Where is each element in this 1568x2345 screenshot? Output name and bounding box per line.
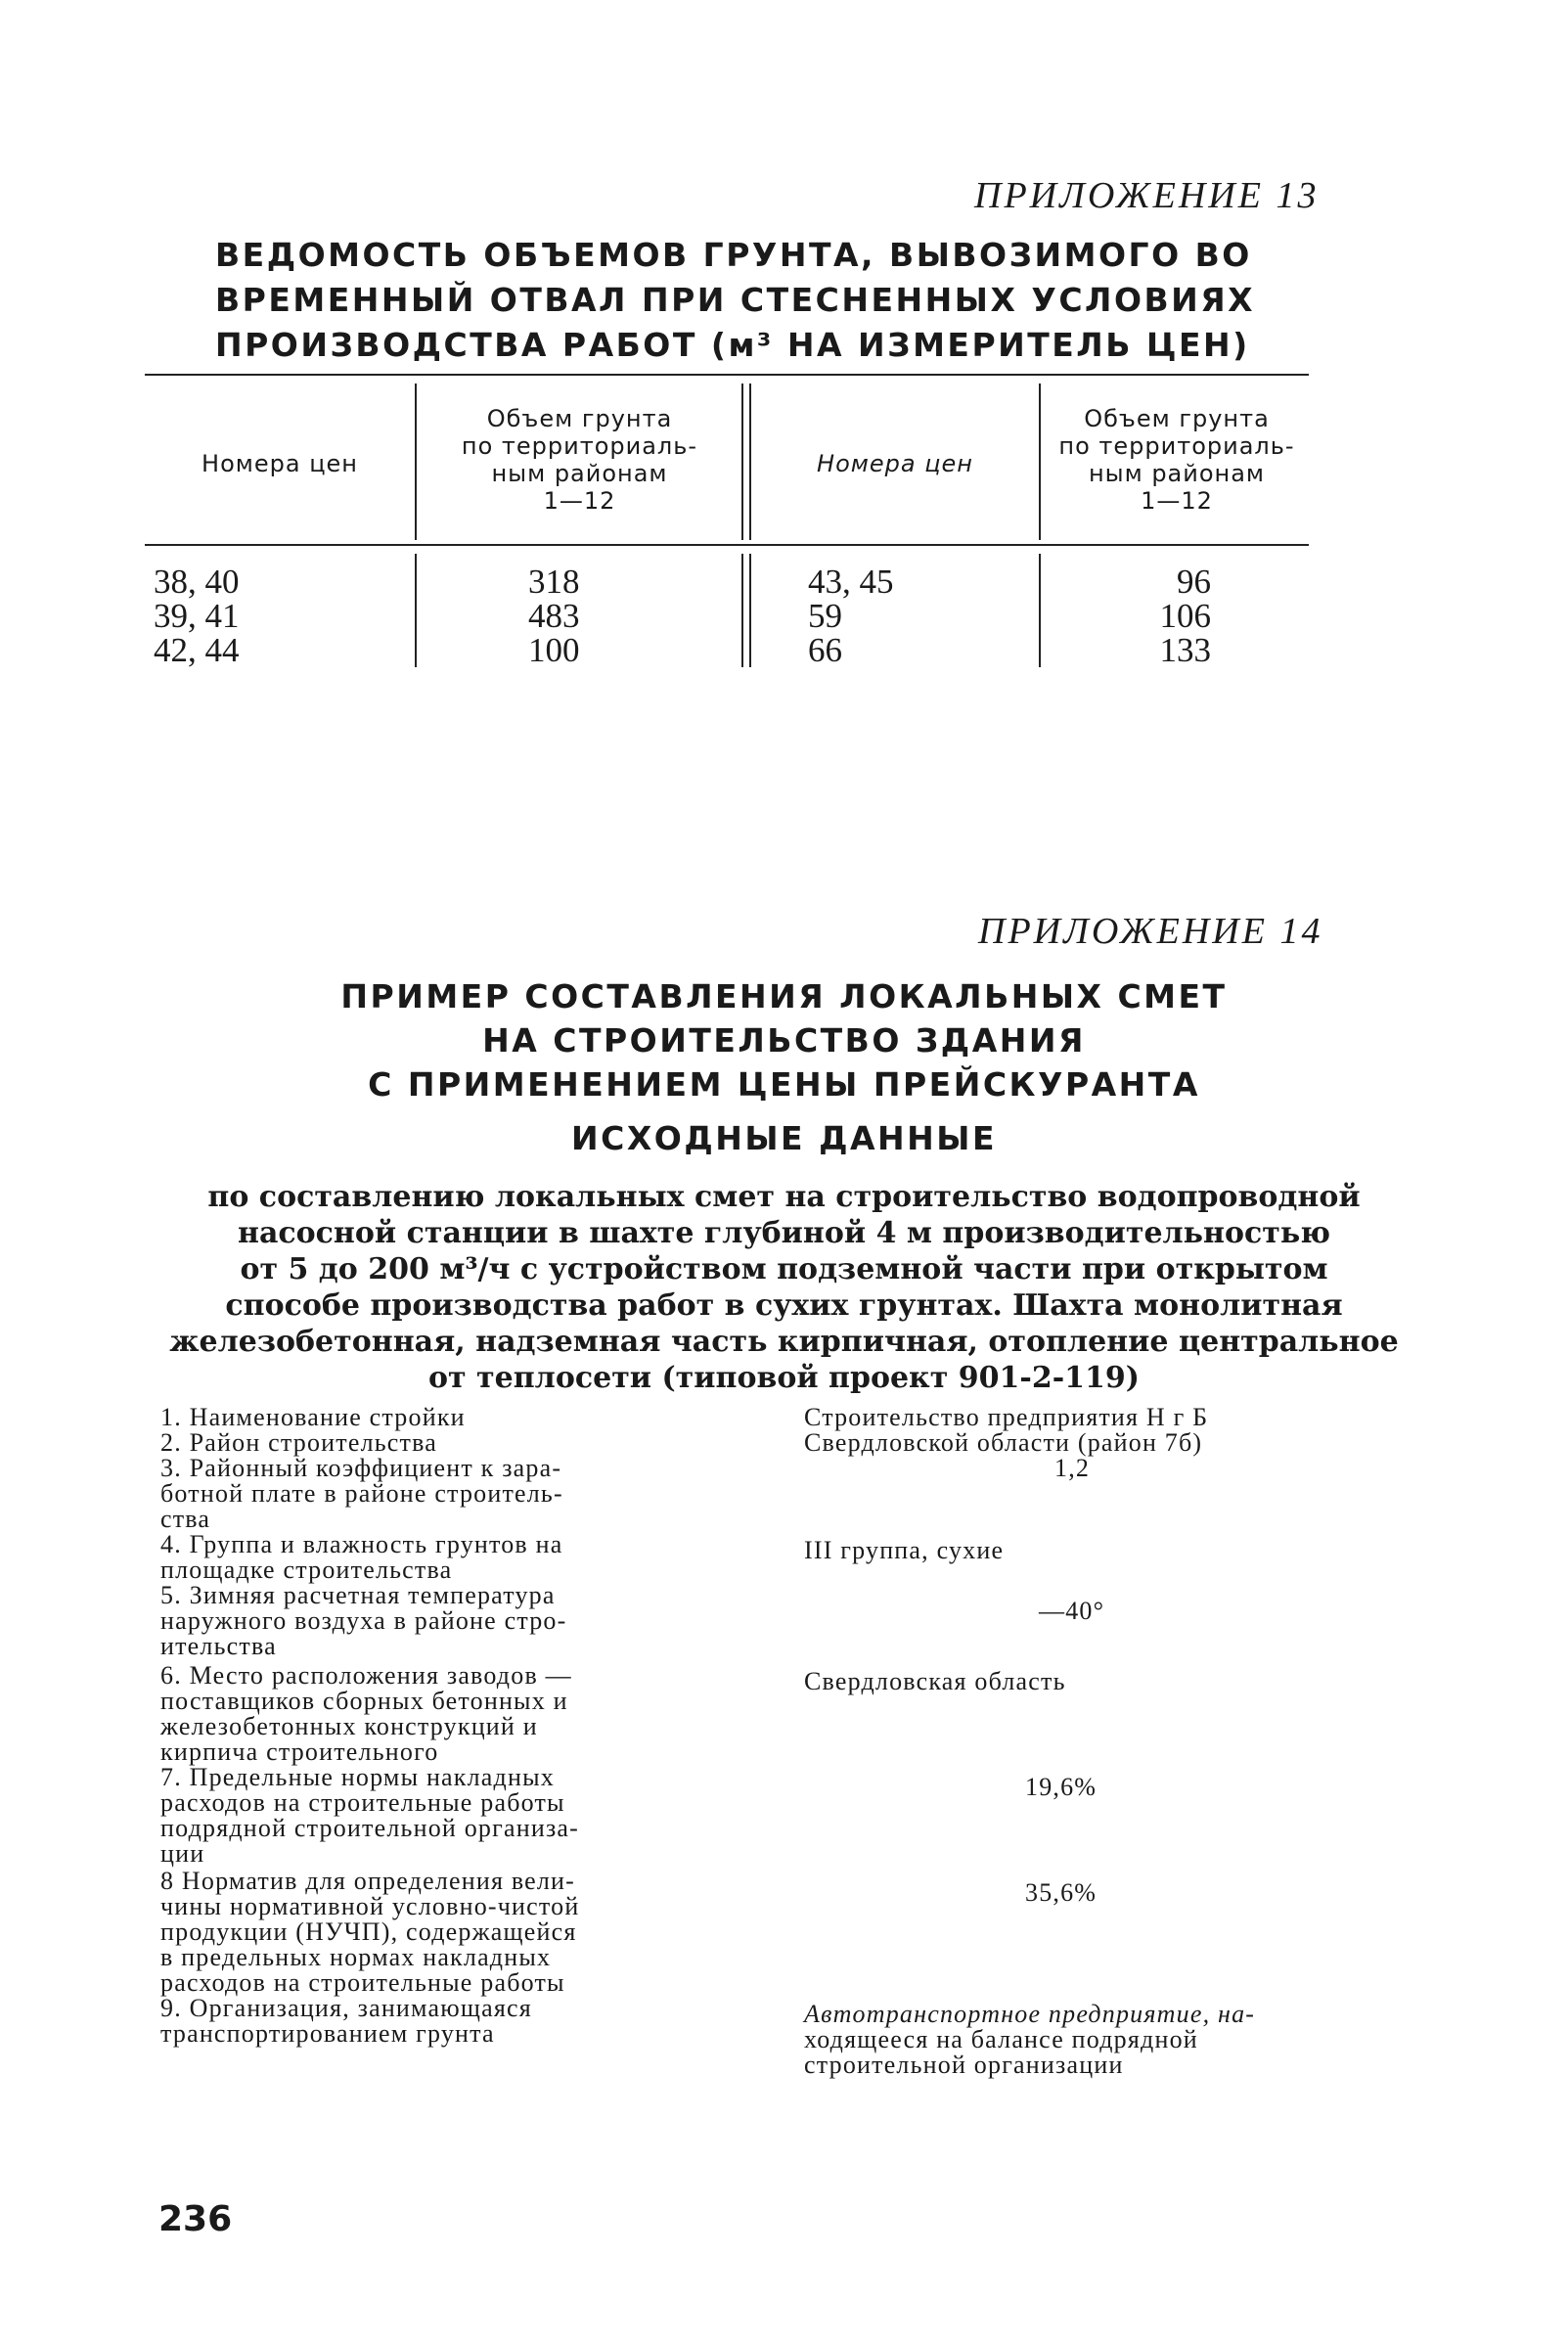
table-cell: 42, 44 [154,631,240,669]
item-7-line-2: расходов на строительные работы [160,1788,565,1817]
item-8-line-4: в предельных нормах накладных [160,1943,552,1971]
item-1-line-1: 1. Наименование стройки [160,1403,466,1431]
item-4-value: III группа, сухие [804,1536,1005,1564]
appendix-14-title-line-1: ПРИМЕР СОСТАВЛЕНИЯ ЛОКАЛЬНЫХ СМЕТ [340,977,1228,1015]
header-volume-1-line-1: Объем грунта [486,405,673,432]
intro-line-1: по составлению локальных смет на строительство водопроводной [207,1180,1361,1214]
table-cell: 96 [1177,563,1211,601]
intro-line-3: от 5 до 200 м³/ч с устройством подземной части при открытом [240,1252,1328,1286]
item-4-line-1: 4. Группа и влажность грунтов на [160,1530,563,1558]
item-3-line-2: ботной плате в районе строитель- [160,1479,563,1508]
item-5-line-3: ительства [160,1632,277,1660]
table-cell: 100 [528,631,580,669]
header-volume-2-line-3: ным районам [1088,460,1266,487]
item-3-value: 1,2 [1054,1454,1091,1482]
header-prices-2: Номера цен [817,450,973,477]
appendix-14-label: ПРИЛОЖЕНИЕ 14 [978,911,1323,952]
item-6-line-4: кирпича строительного [160,1737,439,1766]
header-volume-1-line-2: по территориаль- [461,432,698,460]
table-cell: 106 [1159,597,1211,635]
header-volume-2-line-4: 1—12 [1141,487,1213,515]
table-cell: 39, 41 [154,597,240,635]
item-7-line-3: подрядной строительной организа- [160,1814,580,1842]
item-8-value: 35,6% [1025,1878,1098,1907]
table-cell: 483 [528,597,580,635]
header-divider-1 [415,383,417,540]
item-2-line-1: 2. Район строительства [160,1428,437,1457]
item-4-line-2: площадке строительства [160,1556,453,1584]
appendix-14-title-line-3: С ПРИМЕНЕНИЕМ ЦЕНЫ ПРЕЙСКУРАНТА [368,1065,1200,1104]
appendix-13-title-line-1: ВЕДОМОСТЬ ОБЪЕМОВ ГРУНТА, ВЫВОЗИМОГО ВО [215,236,1252,274]
header-volume-1-line-3: ным районам [491,460,668,487]
item-8-line-1: 8 Норматив для определения вели- [160,1867,576,1895]
item-9-line-1: 9. Организация, занимающаяся [160,1994,532,2022]
item-6-value: Свердловская область [804,1667,1066,1695]
appendix-13-label: ПРИЛОЖЕНИЕ 13 [974,175,1320,216]
table-cell: 38, 40 [154,563,240,601]
item-7-value: 19,6% [1025,1773,1098,1801]
item-3-line-3: ства [160,1505,211,1533]
appendix-13-title-line-3: ПРОИЗВОДСТВА РАБОТ (м³ НА ИЗМЕРИТЕЛЬ ЦЕН) [215,326,1250,364]
table-header-rule [145,544,1309,546]
item-3-line-1: 3. Районный коэффициент к зара- [160,1454,562,1482]
item-8-line-2: чины нормативной условно-чистой [160,1892,580,1920]
item-8-line-5: расходов на строительные работы [160,1968,565,1997]
item-1-value: Строительство предприятия Н г Б [804,1403,1209,1431]
header-divider-3 [1039,383,1041,540]
table-cell: 59 [808,597,842,635]
table-cell: 133 [1159,631,1211,669]
intro-line-4: способе производства работ в сухих грунтах. Шахта монолитная [225,1288,1343,1323]
item-6-line-2: поставщиков сборных бетонных и [160,1687,568,1715]
item-9-value-line-3: строительной организации [804,2051,1124,2079]
item-7-line-1: 7. Предельные нормы накладных [160,1763,555,1791]
intro-line-2: насосной станции в шахте глубиной 4 м производительностью [237,1216,1330,1250]
header-volume-1 [421,405,739,515]
page-number: 236 [158,2199,233,2239]
item-9-value-line-1: Автотранспортное предприятие, на- [804,2000,1256,2028]
intro-line-5: железобетонная, надземная часть кирпичная, отопление центральное [169,1325,1399,1359]
body-divider-2a [741,554,743,667]
table-cell: 318 [528,563,580,601]
item-9-line-2: транспортированием грунта [160,2019,495,2048]
item-5-line-1: 5. Зимняя расчетная температура [160,1581,556,1609]
header-volume-2-line-1: Объем грунта [1084,405,1270,432]
item-7-line-4: ции [160,1839,205,1868]
body-divider-2b [749,554,751,667]
item-5-value: —40° [1039,1597,1105,1625]
item-6-line-3: железобетонных конструкций и [160,1712,538,1740]
item-2-value: Свердловской области (район 7б) [804,1428,1203,1457]
item-5-line-2: наружного воздуха в районе стро- [160,1606,567,1635]
appendix-14-title-line-2: НА СТРОИТЕЛЬСТВО ЗДАНИЯ [482,1021,1086,1060]
table-top-rule [145,374,1309,376]
item-9-value-line-2: ходящееся на балансе подрядной [804,2025,1198,2053]
table-cell: 66 [808,631,842,669]
header-divider-2b [749,383,751,540]
appendix-14-subtitle: ИСХОДНЫЕ ДАННЫЕ [571,1119,997,1157]
item-8-line-3: продукции (НУЧП), содержащейся [160,1917,577,1946]
item-6-line-1: 6. Место расположения заводов — [160,1661,572,1690]
header-volume-1-line-4: 1—12 [543,487,616,515]
intro-line-6: от теплосети (типовой проект 901-2-119) [428,1361,1140,1395]
header-volume-2-line-2: по территориаль- [1058,432,1295,460]
body-divider-1 [415,554,417,667]
appendix-13-title-line-2: ВРЕМЕННЫЙ ОТВАЛ ПРИ СТЕСНЕННЫХ УСЛОВИЯХ [215,281,1256,319]
table-cell: 43, 45 [808,563,894,601]
body-divider-3 [1039,554,1041,667]
header-volume-2 [1045,405,1309,515]
header-divider-2a [741,383,743,540]
header-prices-1: Номера цен [202,450,358,477]
